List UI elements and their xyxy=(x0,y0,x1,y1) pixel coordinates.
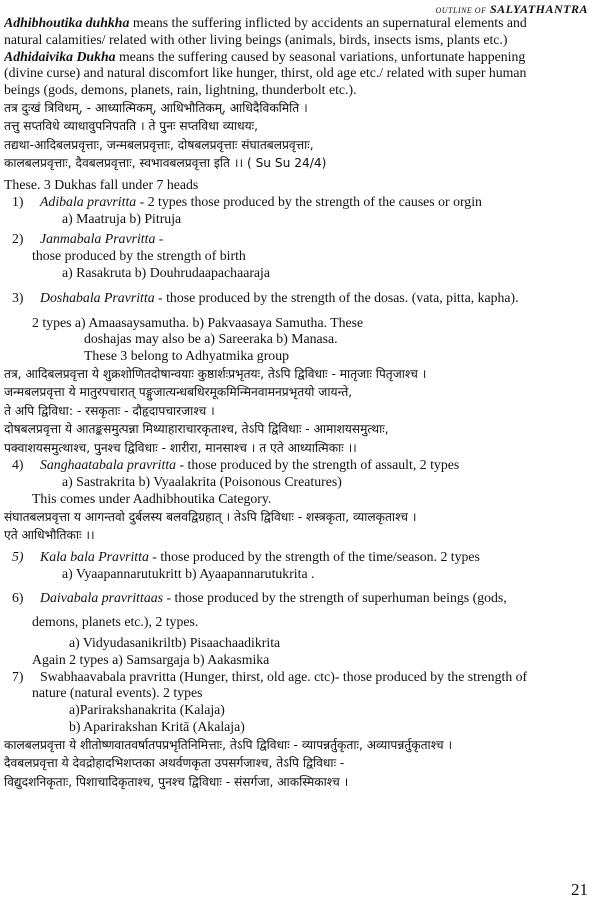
item-number: 3) xyxy=(12,289,24,305)
item-number: 7) xyxy=(12,668,24,684)
line-text: means the suffering caused by seasonal variations, unfortunate happening xyxy=(115,48,526,64)
sanskrit-verse-line: पक्वाशयसमुत्थाश्च, पुनश्च द्विविधाः - शारीरा, मानसाश्च । त एते आध्यात्मिकाः ।। xyxy=(4,440,357,455)
line-text: means the suffering inflicted by accidents an supernatural elements and xyxy=(129,15,527,30)
term-janmabala: Janmabala Pravritta - xyxy=(40,231,164,247)
sanskrit-verse-line: जन्मबलप्रवृत्ता ये मातुरपचारात् पङ्गुजात्यन्धबधिरमूकमिन्मिनवामनप्रभृतयो जायन्ते, xyxy=(4,385,353,400)
page-body xyxy=(4,15,594,791)
text-line: demons, planets etc.), 2 types. xyxy=(32,614,199,630)
sanskrit-verse-line: कालबलप्रवृत्ताः, दैवबलप्रवृत्ताः, स्वभावबलप्रवृत्ता इति ।। ( Su Su 24/4) xyxy=(4,156,327,171)
list-item-1 xyxy=(4,194,594,211)
text-line: b) Aparirakshan Kritā (Akalaja) xyxy=(69,719,245,735)
line-text: - those produced by the strength of the dosas. (vata, pitta, kapha). xyxy=(154,289,519,305)
text-line: a) Maatruja b) Pitruja xyxy=(62,210,182,226)
term-kalabala: Kala bala Pravritta xyxy=(40,548,149,564)
sanskrit-verse-line: तद्यथा-आदिबलप्रवृत्ताः, जन्मबलप्रवृत्ताः, दोषबलप्रवृत्ताः संघातबलप्रवृत्ताः, xyxy=(4,137,314,152)
text-line: These. 3 Dukhas fall under 7 heads xyxy=(4,176,199,192)
item-number: 1) xyxy=(12,193,24,209)
term-daivabala: Daivabala pravrittaas xyxy=(40,590,164,606)
term-adibala: Adibala pravritta xyxy=(40,193,137,209)
line-text: Swabhaavabala pravritta (Hunger, thirst, old age. ctc)- those produced by the strength of xyxy=(40,668,528,684)
list-item-2 xyxy=(4,231,594,248)
text-line: doshajas may also be a) Sareeraka b) Manasa. xyxy=(84,331,338,347)
sanskrit-verse-line: तत्र, आदिबलप्रवृत्ता ये शुक्रशोणितदोषान्वयाः कुष्ठार्शःप्रभृतयः, तेऽपि द्विविधाः - मातृजाः पितृजाश्च । xyxy=(4,366,427,381)
sanskrit-verse-line: तत्तु सप्तविधे व्याधावुपनिपतति । ते पुनः सप्तविधा व्याधयः, xyxy=(4,119,259,134)
list-item-5 xyxy=(4,549,594,566)
line-text: - those produced by the strength of superhuman beings (gods, xyxy=(163,590,507,606)
text-line: nature (natural events). 2 types xyxy=(32,685,203,701)
list-item-6 xyxy=(4,590,594,607)
text-line: Again 2 types a) Samsargaja b) Aakasmika xyxy=(32,651,270,667)
term-doshabala: Doshabala Pravritta xyxy=(40,289,155,305)
text-line: those produced by the strength of birth xyxy=(32,248,246,264)
text-line: a) Vidyudasanikriltb) Pisaachaadikrita xyxy=(69,635,281,651)
term-adhibhoutika: Adhibhoutika duhkha xyxy=(4,15,130,30)
text-line: natural calamities/ related with other living beings (animals, birds, insects isms, plants etc.) xyxy=(4,31,508,47)
text-line: This comes under Aadhibhoutika Category. xyxy=(32,491,272,507)
list-item-4 xyxy=(4,457,594,474)
text-line: a) Vyaapannarutukritt b) Ayaapannarutukrita . xyxy=(62,565,315,581)
text-line: a)Parirakshanakrita (Kalaja) xyxy=(69,702,225,718)
list-item-3 xyxy=(4,290,594,307)
item-number: 2) xyxy=(12,231,24,247)
text-line xyxy=(4,49,594,66)
text-line: beings (gods, demons, planets, rain, lightning, thunderbolt etc.). xyxy=(4,82,357,98)
text-line xyxy=(4,15,594,32)
sanskrit-verse-line: ते अपि द्विविधा: - रसकृताः - दौहृदापचारजाश्च । xyxy=(4,403,215,418)
sanskrit-verse-line: दैवबलप्रवृत्ता ये देवद्रोहादभिशप्तका अथर्वणकृता उपसर्गजाश्च, तेऽपि द्विविधाः - xyxy=(4,756,345,771)
line-text: - those produced by the strength of assault, 2 types xyxy=(176,457,460,473)
text-line: a) Sastrakrita b) Vyaalakrita (Poisonous Creatures) xyxy=(62,474,342,490)
item-number: 4) xyxy=(12,457,24,473)
item-number: 6) xyxy=(12,590,24,606)
running-header-title: SALYATHANTRA xyxy=(489,2,588,16)
term-sanghaatabala: Sanghaatabala pravritta xyxy=(40,457,177,473)
line-text: - those produced by the strength of the time/season. 2 types xyxy=(148,548,480,564)
term-adhidaivika: Adhidaivika Dukha xyxy=(4,48,116,64)
sanskrit-verse-line: कालबलप्रवृत्ता ये शीतोष्णवातवर्षातपप्रभृतिनिमित्ताः, तेऽपि द्विविधाः - व्यापन्नर्तुकृताः, अव्यापन्नर्तुकृताश्च । xyxy=(4,737,453,752)
sanskrit-verse-line: विद्युदशनिकृताः, पिशाचादिकृताश्च, पुनश्च द्विविधाः - संसर्गजा, आकस्मिकाश्च । xyxy=(4,774,349,789)
sanskrit-verse-line: दोषबलप्रवृत्ता ये आतङ्कसमुत्पन्ना मिथ्याहाराचारकृताश्च, तेऽपि द्विविधाः - आमाशयसमुत्थाः, xyxy=(4,422,389,437)
sanskrit-verse-line: संघातबलप्रवृत्ता य आगन्तवो दुर्बलस्य बलवद्विग्रहात् । तेऽपि द्विविधाः - शस्त्रकृता, व्यालकृताश्च । xyxy=(4,509,417,524)
text-line: These 3 belong to Adhyatmika group xyxy=(84,348,289,364)
text-line: 2 types a) Amaasaysamutha. b) Pakvaasaya Samutha. These xyxy=(32,314,364,330)
list-item-7 xyxy=(4,669,594,686)
text-line: (divine curse) and natural discomfort like hunger, thirst, old age etc./ related with super human xyxy=(4,65,527,81)
page-number: 21 xyxy=(571,880,588,899)
item-number: 5) xyxy=(12,548,24,564)
text-line: a) Rasakruta b) Douhrudaapachaaraja xyxy=(62,264,270,280)
sanskrit-verse-line: तत्र दुःखं त्रिविधम्, - आध्यात्मिकम्, आधिभौतिकम्, आधिदैविकमिति । xyxy=(4,100,308,115)
line-text: - 2 types those produced by the strength of the causes or orgin xyxy=(136,193,482,209)
running-header-prefix: OUTLINE OF xyxy=(435,6,487,15)
sanskrit-verse-line: एते आधिभौतिकाः ।। xyxy=(4,528,95,543)
